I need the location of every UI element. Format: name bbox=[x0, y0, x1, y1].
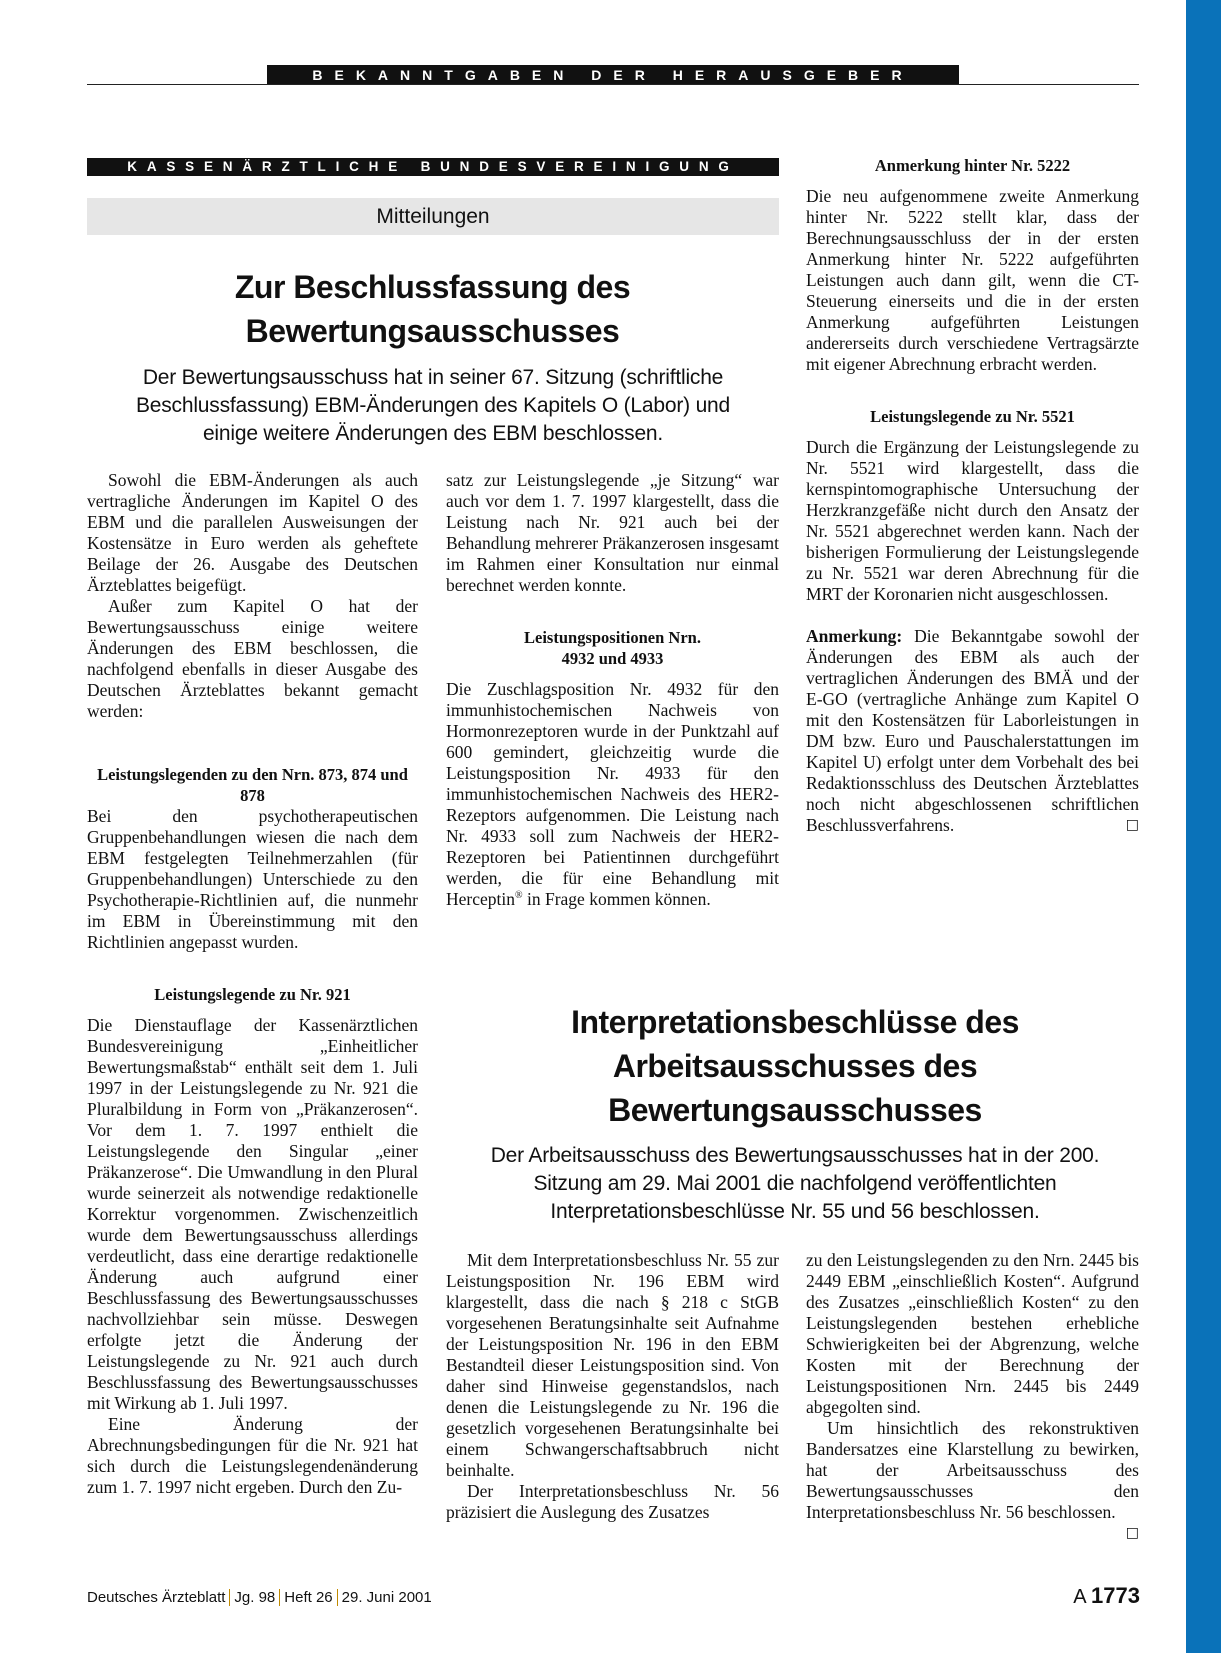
subheading: Leistungslegenden zu den Nrn. 873, 874 und 878 bbox=[97, 765, 408, 805]
page-number: A 1773 bbox=[1073, 1583, 1140, 1608]
paragraph: Durch die Ergänzung der Leistungslegende zu Nr. 5521 wird klargestellt, dass die kernspintomographische Untersuchung der Herzkranzgefäße nicht durch den Ansatz der Nr. 5521 abgerechnet werden kann. Nach der bisherigen Formulierung der Leistungslegende zu Nr. 5521 war deren Abrechnung für die MRT der Koronarien nicht ausgeschlossen. bbox=[806, 437, 1139, 604]
paragraph: zu den Leistungslegenden zu den Nrn. 2445 bis 2449 EBM „einschließlich Kosten“. Aufgrund des Zusatzes „einschließlich Kosten“ zu den Leistungslegenden bestehen erhebliche Schwierigkeiten bei der Abgrenzung, welche Kosten mit der Berechnung der Leistungspositionen Nrn. 2445 bis 2449 abgegolten sind. bbox=[806, 1250, 1139, 1417]
end-mark-icon: □ bbox=[1125, 1525, 1139, 1541]
paragraph: Um hinsichtlich des rekonstruktiven Bandersatzes eine Klarstellung zu bewirken, hat der Arbeitsausschuss des Bewertungsausschusses den Interpretationsbeschluss Nr. 56 beschlossen. □ bbox=[806, 1418, 1139, 1523]
edge-color-bar bbox=[1186, 0, 1221, 1653]
volume: Jg. 98 bbox=[234, 1589, 276, 1606]
article2-column-1 bbox=[446, 1250, 779, 1523]
header-banner: BEKANNTGABEN DER HERAUSGEBER bbox=[267, 65, 959, 85]
paragraph: Sowohl die EBM-Änderungen als auch vertragliche Änderungen im Kapitel O des EBM und die parallelen Ausweisungen der Kostensätze in Euro werden als geheftete Beilage der 26. Ausgabe des Deutschen Ärzteblattes beigefügt. bbox=[87, 470, 418, 595]
header-rule bbox=[87, 84, 1139, 85]
article1-lead: Der Bewertungsausschuss hat in seiner 67. Sitzung (schriftliche Beschlussfassung) EBM-Änderungen des Kapitels O (Labor) und einige weitere Änderungen des EBM beschlossen. bbox=[135, 366, 731, 445]
article1-title: Zur Beschlussfassung des Bewertungsausschusses bbox=[234, 269, 631, 349]
article2-column-2 bbox=[806, 1250, 1139, 1544]
paragraph: Mit dem Interpretationsbeschluss Nr. 55 zur Leistungsposition Nr. 196 EBM wird klargestellt, dass die nach § 218 c StGB vorgesehenen Beratungsinhalte seit Aufnahme der Leistungsposition Nr. 196 in den EBM Bestandteil dieser Leistungsposition sind. Von daher sind Hinweise gegenstandslos, nach denen die Leistungslegende zu Nr. 196 die gesetzlich vorgesehenen Beratungsinhalte bei einem Schwangerschaftsabbruch nicht beinhalte. bbox=[446, 1250, 779, 1480]
note: Anmerkung: Die Bekanntgabe sowohl der Änderungen des EBM als auch der vertraglichen Änderungen des BMÄ und der E-GO (vertragliche Anhänge zum Kapitel O mit den Kostensätzen für Laborleistungen in DM bzw. Euro und Pauschalerstattungen im Kapitel U) erfolgt unter dem Vorbehalt des bei Redaktionsschluss des Deutschen Ärzteblattes noch nicht abgeschlossenen schriftlichen Beschlussverfahrens. □ bbox=[806, 626, 1139, 835]
article1-column-2 bbox=[446, 470, 779, 910]
paragraph: Die neu aufgenommene zweite Anmerkung hinter Nr. 5222 stellt klar, dass der Berechnungsausschluss der in der ersten Anmerkung hinter Nr. 5222 aufgeführten Leistungen auch dann gilt, wenn die CT-Steuerung einerseits und die in der ersten Anmerkung aufgeführten Leistungen andererseits durch verschiedene Vertragsärzte mit eigener Abrechnung erbracht werden. bbox=[806, 186, 1139, 374]
paragraph: Der Interpretationsbeschluss Nr. 56 präzisiert die Auslegung des Zusatzes bbox=[446, 1481, 779, 1522]
paragraph: Die Zuschlagsposition Nr. 4932 für den immunhistochemischen Nachweis von Hormonrezeptoren wurde in der Punktzahl auf 600 gemindert, gleichzeitig wurde die Leistungsposition Nr. 4933 für den immunhistochemischen Nachweis des HER2-Rezeptors aufgenommen. Die Leistung nach Nr. 4933 soll zum Nachweis der HER2-Rezeptoren bei Patientinnen durchgeführt werden, die für eine Behandlung mit Herceptin® in Frage kommen können. bbox=[446, 679, 779, 909]
paragraph: Bei den psychotherapeutischen Gruppenbehandlungen wiesen die nach dem EBM festgelegten Teilnehmerzahlen (für Gruppenbehandlungen) Unterschiede zu den Psychotherapie-Richtlinien auf, die nunmehr im EBM in Übereinstimmung mit den Richtlinien angepasst wurden. bbox=[87, 806, 418, 952]
subheading: Leistungspositionen Nrn. 4932 und 4933 bbox=[524, 628, 701, 668]
journal-name: Deutsches Ärzteblatt bbox=[87, 1589, 226, 1606]
article1-column-1 bbox=[87, 470, 418, 1498]
category-label: Mitteilungen bbox=[87, 198, 779, 235]
section-banner: KASSENÄRZTLICHE BUNDESVEREINIGUNG bbox=[87, 158, 779, 176]
paragraph: Eine Änderung der Abrechnungsbedingungen für die Nr. 921 hat sich durch die Leistungslegendenänderung zum 1. 7. 1997 nicht ergeben. Durch den Zu- bbox=[87, 1414, 418, 1497]
paragraph: Die Dienstauflage der Kassenärztlichen Bundesvereinigung „Einheitlicher Bewertungsmaßstab“ enthält seit dem 1. Juli 1997 in der Leistungslegende zu Nr. 921 die Pluralbildung in Form von „Präkanzerosen“. Vor dem 1. 7. 1997 enthielt die Leistungslegende den Singular „einer Präkanzerose“. Die Umwandlung in den Plural wurde seinerzeit als notwendige redaktionelle Korrektur vorgenommen. Zwischenzeitlich wurde dem Bewertungsausschuss allerdings verdeutlicht, dass eine derartige redaktionelle Änderung auch aufgrund einer Beschlussfassung des Bewertungsausschusses nachvollziehbar sein müsse. Deswegen erfolgte jetzt die Änderung der Leistungslegende zu Nr. 921 auch durch Beschlussfassung des Bewertungsausschusses mit Wirkung ab 1. Juli 1997. bbox=[87, 1015, 418, 1413]
paragraph: satz zur Leistungslegende „je Sitzung“ war auch vor dem 1. 7. 1997 klargestellt, dass die Leistung nach Nr. 921 auch bei der Behandlung mehrerer Präkanzerosen insgesamt im Rahmen einer Konsultation nur einmal berechnet werden konnte. bbox=[446, 470, 779, 595]
paragraph: Außer zum Kapitel O hat der Bewertungsausschuss einige weitere Änderungen des EBM beschlossen, die nachfolgend ebenfalls in dieser Ausgabe des Deutschen Ärzteblattes bekannt gemacht werden: bbox=[87, 596, 418, 721]
article2-title: Interpretationsbeschlüsse des Arbeitsausschusses des Bewertungsausschusses bbox=[571, 1004, 1019, 1128]
article1-column-3 bbox=[806, 155, 1139, 836]
subheading: Leistungslegende zu Nr. 921 bbox=[154, 985, 351, 1004]
subheading: Leistungslegende zu Nr. 5521 bbox=[870, 407, 1075, 426]
issue-date: 29. Juni 2001 bbox=[341, 1589, 432, 1606]
end-mark-icon: □ bbox=[1125, 817, 1139, 833]
subheading: Anmerkung hinter Nr. 5222 bbox=[874, 156, 1071, 175]
page-footer bbox=[87, 1583, 1140, 1611]
article2-lead: Der Arbeitsausschuss des Bewertungsausschusses hat in der 200. Sitzung am 29. Mai 2001 die nachfolgend veröffentlichten Interpretationsbeschlüsse Nr. 55 und 56 beschlossen. bbox=[490, 1144, 1100, 1223]
issue: Heft 26 bbox=[284, 1589, 333, 1606]
